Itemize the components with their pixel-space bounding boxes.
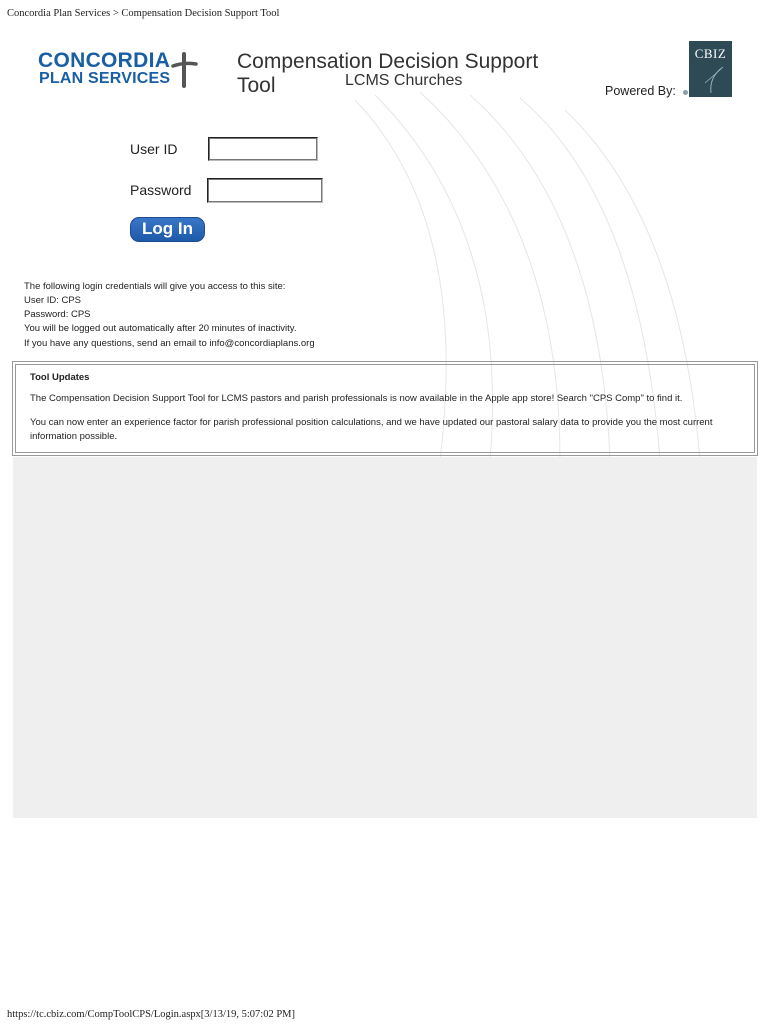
- logout-note: You will be logged out automatically after 20 minutes of inactivity.: [24, 323, 297, 334]
- tool-updates-inner: [15, 364, 755, 453]
- print-breadcrumb: Concordia Plan Services > Compensation Decision Support Tool: [7, 8, 280, 19]
- cbiz-logo[interactable]: [689, 41, 732, 97]
- page-title: Compensation Decision Support Tool: [237, 50, 539, 97]
- credentials-intro: The following login credentials will give you access to this site:: [24, 281, 286, 292]
- credentials-password: Password: CPS: [24, 309, 91, 320]
- cross-icon: [170, 52, 198, 88]
- tool-updates-paragraph-2: You can now enter an experience factor for parish professional position calculations, and we have updated our pastoral salary data to provide you the most current information possible.: [30, 417, 713, 442]
- slash-mark-icon: [689, 41, 732, 97]
- tool-updates-paragraph-1: The Compensation Decision Support Tool for LCMS pastors and parish professionals is now available in the Apple app store! Search "CPS Comp" to find it.: [30, 393, 683, 404]
- powered-by-label: Powered By:: [605, 84, 676, 98]
- logo-line-2: PLAN SERVICES: [39, 70, 171, 87]
- tool-updates-title: Tool Updates: [30, 372, 90, 383]
- content-panel: [13, 457, 757, 818]
- print-footer-url: https://tc.cbiz.com/CompToolCPS/Login.aspx[3/13/19, 5:07:02 PM]: [7, 1009, 296, 1020]
- tool-updates-panel: [12, 361, 758, 456]
- cbiz-logo-text: CBIZ: [694, 46, 727, 61]
- logo-line-1: CONCORDIA: [38, 49, 171, 72]
- password-label: Password: [130, 182, 192, 198]
- concordia-logo[interactable]: [38, 50, 198, 90]
- dot-icon: [683, 90, 688, 95]
- password-input[interactable]: [207, 178, 323, 203]
- user-id-input[interactable]: [208, 137, 318, 161]
- page-subtitle-text: LCMS Churches: [345, 72, 463, 89]
- log-in-button[interactable]: Log In: [130, 217, 205, 242]
- contact-note: If you have any questions, send an email to info@concordiaplans.org: [24, 338, 315, 349]
- user-id-label: User ID: [130, 141, 178, 157]
- credentials-user-id: User ID: CPS: [24, 295, 82, 306]
